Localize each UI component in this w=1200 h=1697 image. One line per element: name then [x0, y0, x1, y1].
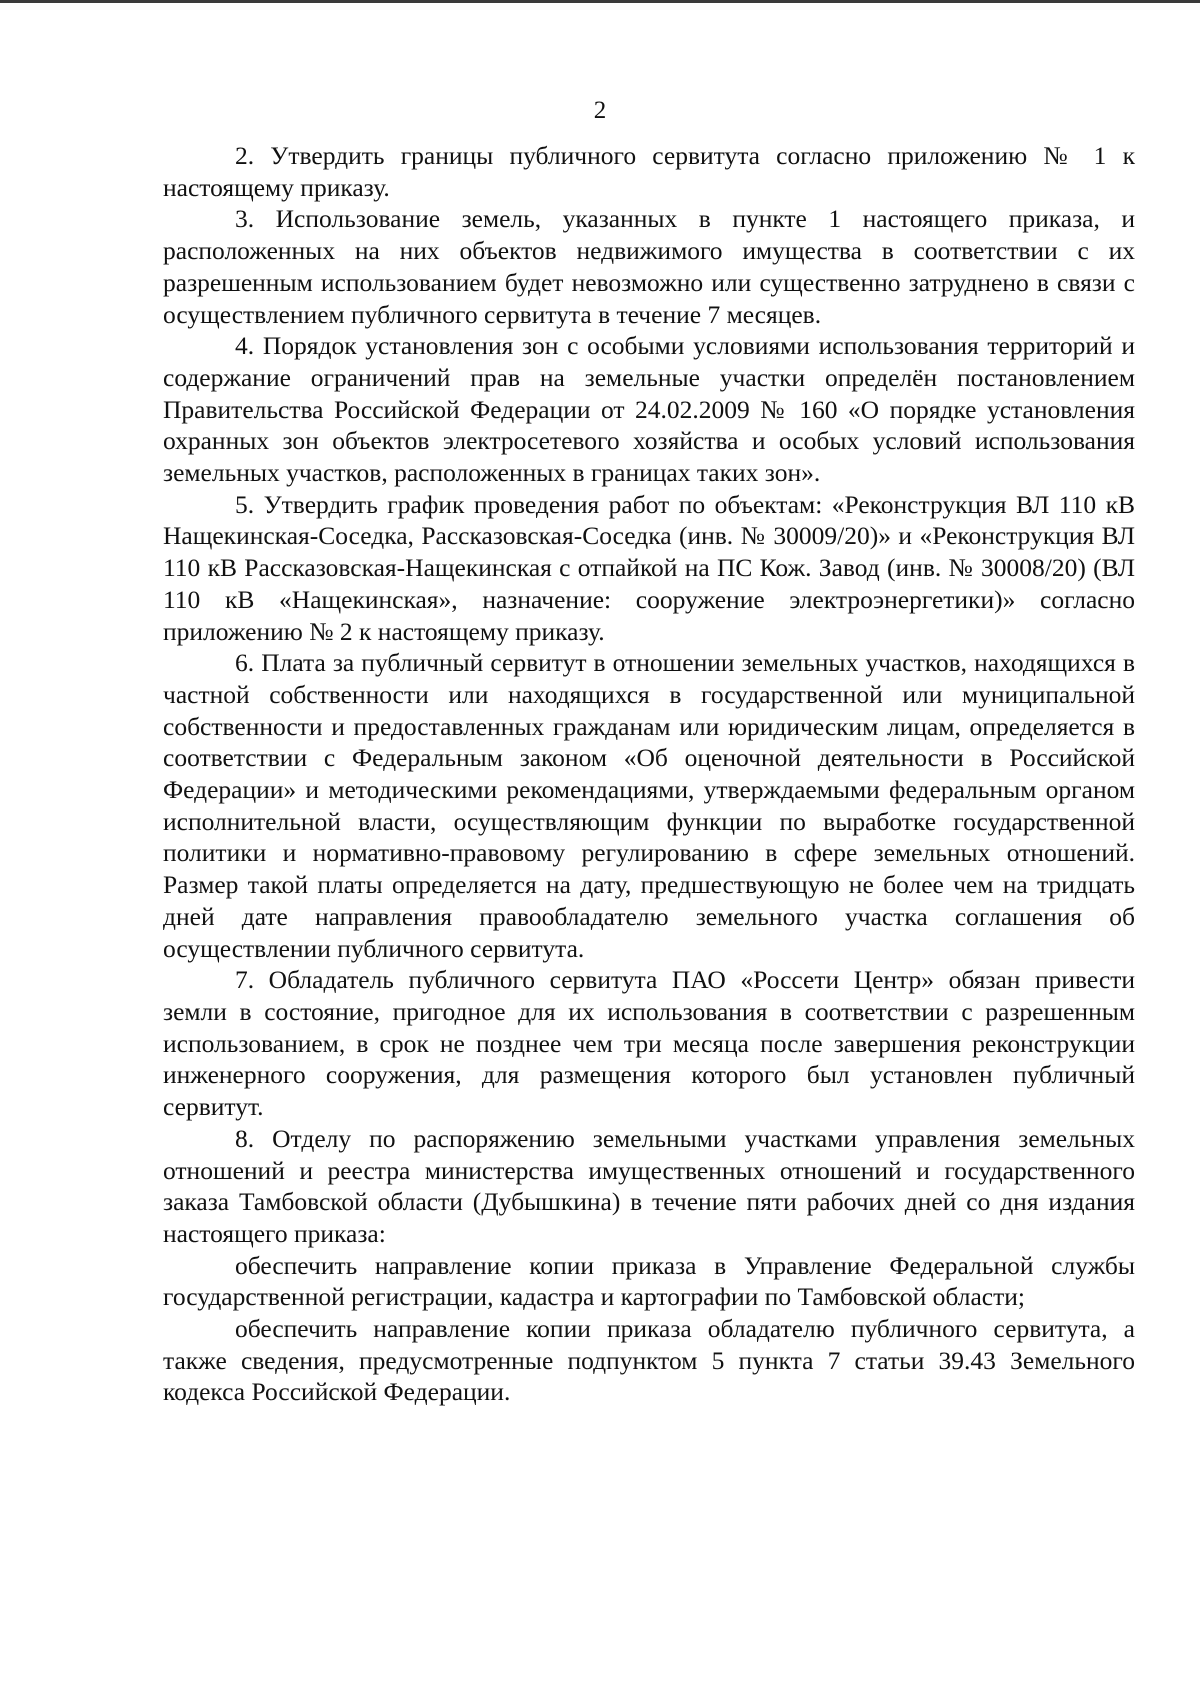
paragraph-item-3: 3. Использование земель, указанных в пункте 1 настоящего приказа, и расположенных на них объектов недвижимого имущества в соответствии с их разрешенным использованием будет невозможно или существенно затруднено в связи с осуществлением публичного сервитута в течение 7 месяцев.	[163, 204, 1135, 329]
page-number: 2	[593, 97, 607, 124]
paragraph-item-2: 2. Утвердить границы публичного сервитута согласно приложению № 1 к настоящему приказу.	[163, 141, 1135, 202]
paragraph-item-8: 8. Отделу по распоряжению земельными участками управления земельных отношений и реестра министерства имущественных отношений и государственного заказа Тамбовской области (Дубышкина) в течение пяти рабочих дней со дня издания настоящего приказа:	[163, 1123, 1135, 1248]
sub-item-registration: обеспечить направление копии приказа в Управление Федеральной службы государственной регистрации, кадастра и картографии по Тамбовской области;	[163, 1250, 1135, 1312]
document-body	[163, 140, 1135, 1408]
sub-item-holder: обеспечить направление копии приказа обладателю публичного сервитута, а также сведения, предусмотренные подпунктом 5 пункта 7 статьи 39.43 Земельного кодекса Российской Федерации.	[163, 1314, 1135, 1407]
scan-top-edge	[0, 0, 1200, 3]
paragraph-item-5: 5. Утвердить график проведения работ по объектам: «Реконструкция ВЛ 110 кВ Нащекинская-Соседка, Рассказовская-Соседка (инв. № 30009/20)» и «Реконструкция ВЛ 110 кВ Рассказовская-Нащекинская с отпайкой на ПС Кож. Завод (инв. № 30008/20) (ВЛ 110 кВ «Нащекинская», назначение: сооружение электроэнергетики)» согласно приложению № 2 к настоящему приказу.	[163, 489, 1135, 646]
paragraph-item-6: 6. Плата за публичный сервитут в отношении земельных участков, находящихся в частной собственности или находящихся в государственной или муниципальной собственности и предоставленных гражданам или юридическим лицам, определяется в соответствии с Федеральным законом «Об оценочной деятельности в Российской Федерации» и методическими рекомендациями, утверждаемыми федеральным органом исполнительной власти, осуществляющим функции по выработке государственной политики и нормативно-правовому регулированию в сфере земельных отношений. Размер такой платы определяется на дату, предшествующую не более чем на тридцать дней дате направления правообладателю земельного участка соглашения об осуществлении публичного сервитута.	[163, 648, 1135, 963]
paragraph-item-7: 7. Обладатель публичного сервитута ПАО «Россети Центр» обязан привести земли в состояние, пригодное для их использования в соответствии с разрешенным использованием, в срок не позднее чем три месяца после завершения реконструкции инженерного сооружения, для размещения которого был установлен публичный сервитут.	[163, 965, 1135, 1122]
paragraph-item-4: 4. Порядок установления зон с особыми условиями использования территорий и содержание ограничений прав на земельные участки определён постановлением Правительства Российской Федерации от 24.02.2009 № 160 «О порядке установления охранных зон объектов электросетевого хозяйства и особых условий использования земельных участков, расположенных в границах таких зон».	[163, 331, 1135, 488]
